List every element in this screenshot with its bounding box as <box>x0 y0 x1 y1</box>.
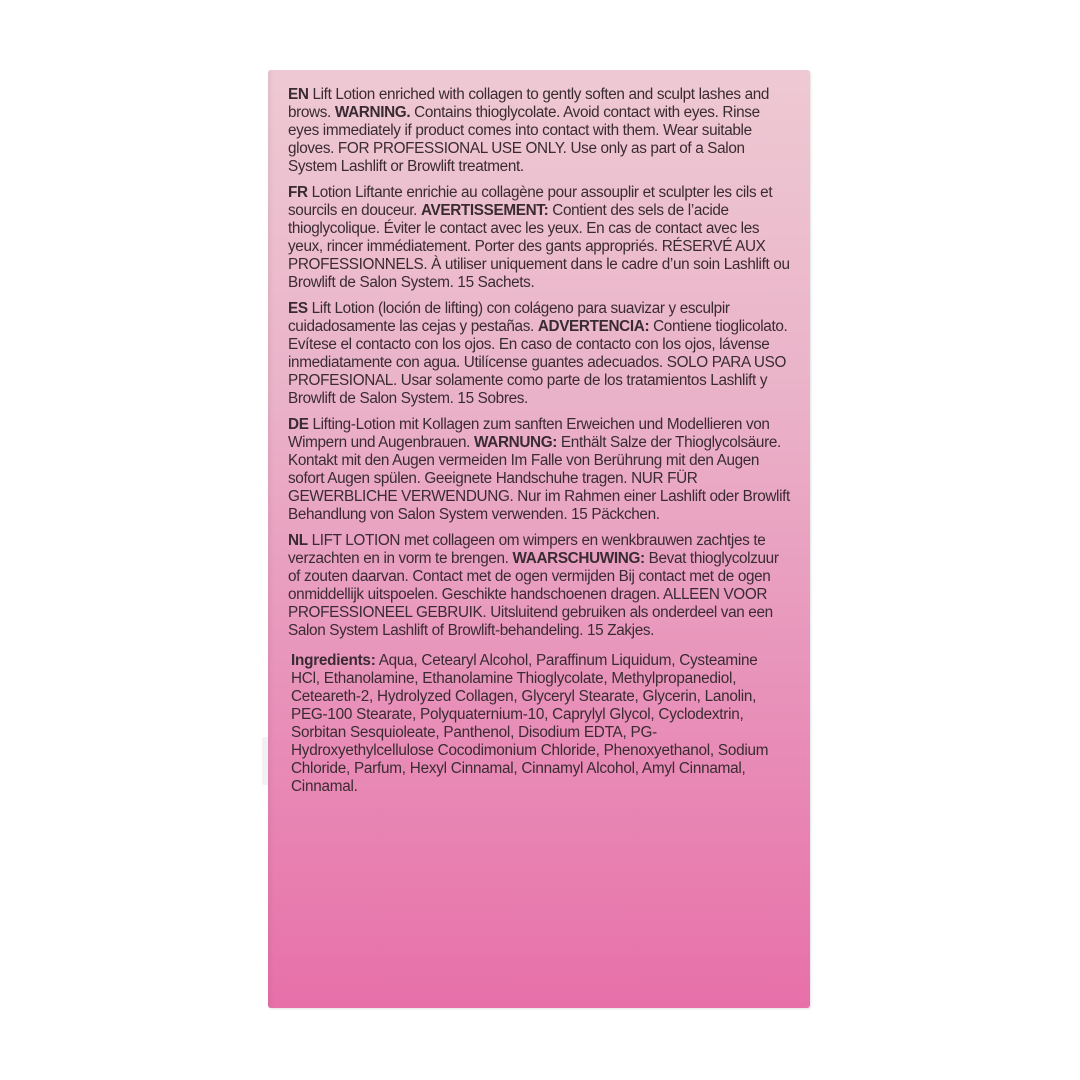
panel-fr <box>288 184 790 292</box>
panel-text: Lifting-Lotion mit Kollagen zum sanften Erweichen und Modellieren von Wimpern und Augenbrauen. <box>288 416 770 451</box>
panel-text: Lift Lotion (loción de lifting) con colágeno para suavizar y esculpir cuidadosamente las cejas y pestañas. <box>288 300 730 335</box>
panel-de <box>288 416 790 524</box>
panel-text: Lotion Liftante enrichie au collagène pour assouplir et sculpter les cils et sourcils en douceur. <box>288 184 773 219</box>
warning-label: WARNING. <box>334 104 411 121</box>
ingredients-text: Aqua, Cetearyl Alcohol, Paraffinum Liquidum, Cysteamine HCl, Ethanolamine, Ethanolamine Thioglycolate, Methylpropanediol, Ceteareth-2, Hydrolyzed Collagen, Glyceryl Stearate, Glycerin, Lanolin, PEG-100 Stearate, Polyquaternium-10, Caprylyl Glycol, Cyclodextrin, Sorbitan Sesquioleate, Panthenol, Disodium EDTA, PG-Hydroxyethylcellulose Cocodimonium Chloride, Phenoxyethanol, Sodium Chloride, Parfum, Hexyl Cinnamal, Cinnamyl Alcohol, Amyl Cinnamal, Cinnamal. <box>291 652 769 795</box>
panel-text: LIFT LOTION met collageen om wimpers en wenkbrauwen zachtjes te verzachten en in vorm te brengen. <box>288 532 766 567</box>
warning-label: WAARSCHUWING: <box>512 550 645 567</box>
lang-code: DE <box>288 416 309 433</box>
lang-code: FR <box>288 184 308 201</box>
label-text-block <box>288 86 790 804</box>
lang-code: NL <box>288 532 308 549</box>
panel-nl <box>288 532 790 640</box>
panel-text: Contient des sels de l’acide thioglycolique. Éviter le contact avec les yeux. En cas de contact avec les yeux, rincer immédiatement. Porter des gants appropriés. RÉSERVÉ AUX PROFESSIONNELS. À utiliser uniquement dans le cadre d’un soin Lashlift ou Browlift de Salon System. 15 Sachets. <box>288 202 790 291</box>
lang-code: ES <box>288 300 308 317</box>
lang-code: EN <box>288 86 309 103</box>
warning-label: ADVERTENCIA: <box>537 318 650 335</box>
warning-label: WARNUNG: <box>474 434 558 451</box>
panel-text: Enthält Salze der Thioglycolsäure. Kontakt mit den Augen vermeiden Im Falle von Berührung mit den Augen sofort Augen spülen. Geeignete Handschuhe tragen. NUR FÜR GEWERBLICHE VERWENDUNG. Nur im Rahmen einer Lashlift oder Browlift Behandlung von Salon System verwenden. 15 Päckchen. <box>288 434 790 523</box>
panel-text: Bevat thioglycolzuur of zouten daarvan. Contact met de ogen vermijden Bij contact met de ogen onmiddellijk uitspoelen. Geschikte handschoenen dragen. ALLEEN VOOR PROFESSIONEEL GEBRUIK. Uitsluitend gebruiken als onderdeel van een Salon System Lashlift of Browlift-behandeling. 15 Zakjes. <box>288 550 779 639</box>
panel-es <box>288 300 790 408</box>
ingredients-list <box>288 652 790 796</box>
panel-en <box>288 86 790 176</box>
panel-text: Contains thioglycolate. Avoid contact with eyes. Rinse eyes immediately if product comes into contact with them. Wear suitable gloves. FOR PROFESSIONAL USE ONLY. Use only as part of a Salon System Lashlift or Browlift treatment. <box>288 104 760 175</box>
panel-text: Contiene tioglicolato. Evítese el contacto con los ojos. En caso de contacto con los ojos, lávense inmediatamente con agua. Utilícense guantes adecuados. SOLO PARA USO PROFESIONAL. Usar solamente como parte de los tratamientos Lashlift y Browlift de Salon System. 15 Sobres. <box>288 318 788 407</box>
warning-label: AVERTISSEMENT: <box>420 202 549 219</box>
ingredients-label: Ingredients: <box>291 652 376 669</box>
panel-text: Lift Lotion enriched with collagen to gently soften and sculpt lashes and brows. <box>288 86 770 121</box>
